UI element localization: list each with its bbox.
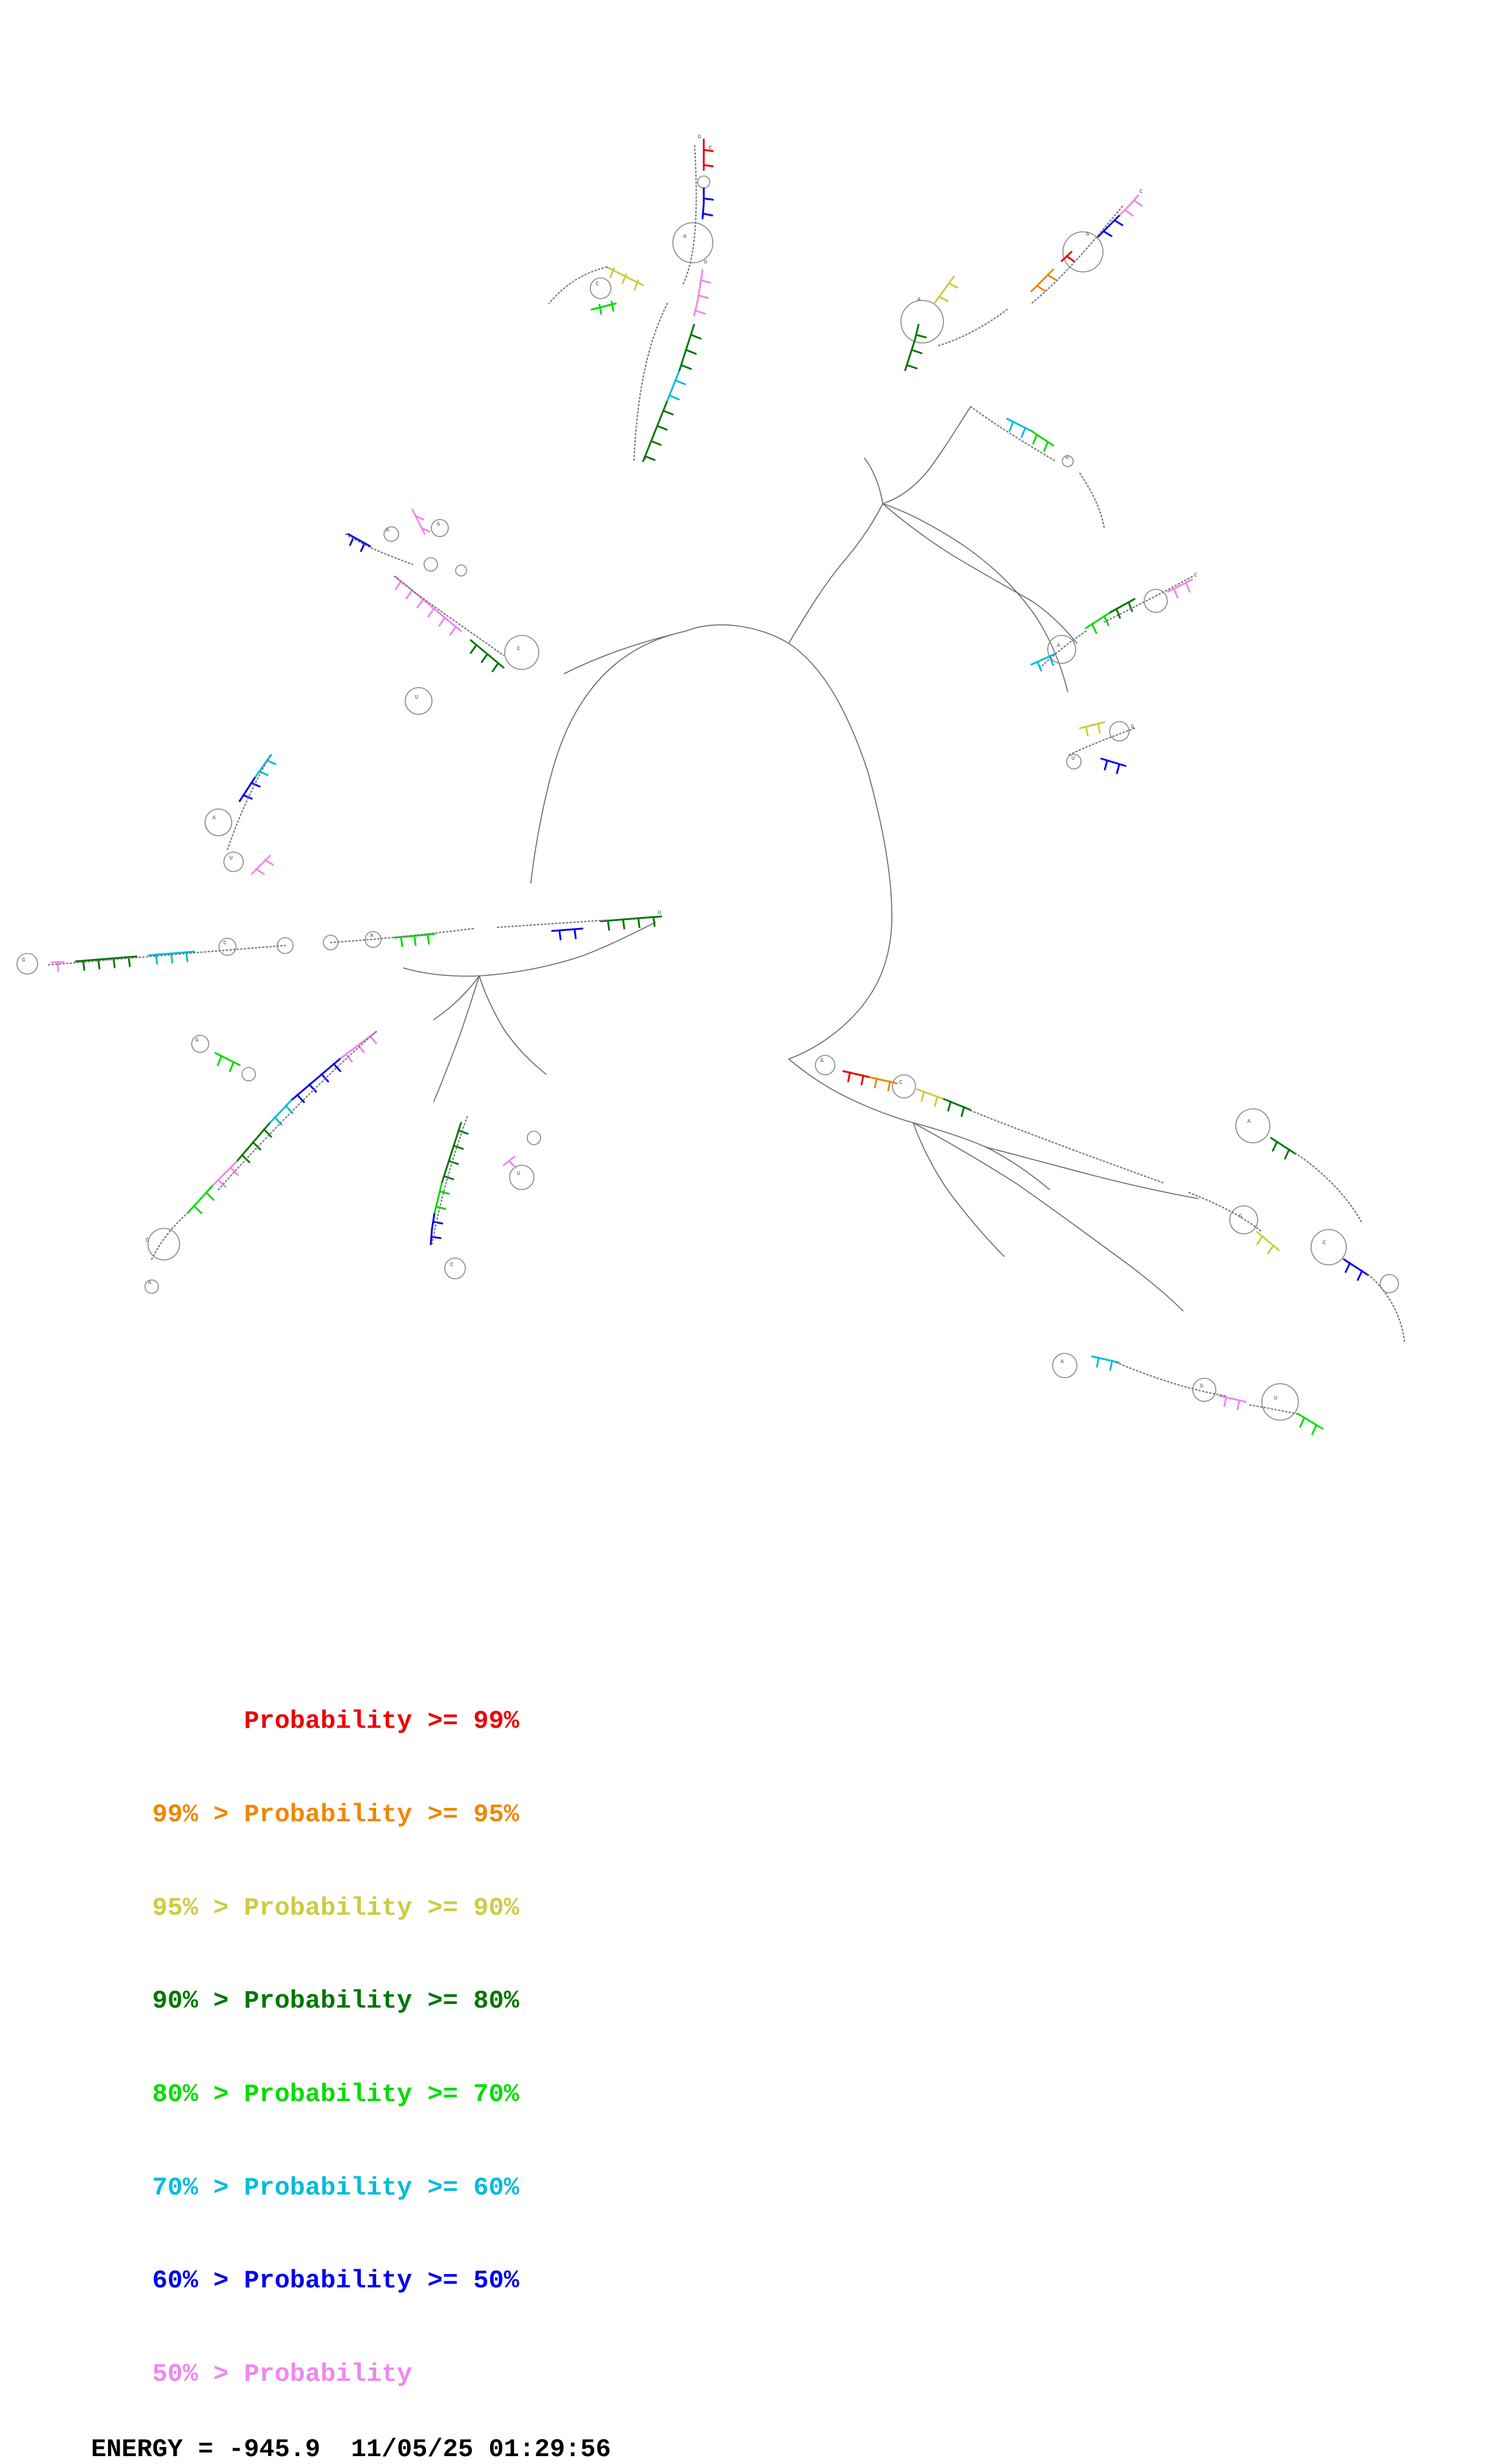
svg-text:U: U (704, 259, 707, 265)
svg-text:C: C (1323, 1240, 1326, 1246)
svg-text:G: G (437, 521, 440, 527)
structure-group (17, 134, 1405, 1434)
svg-text:U: U (1274, 1395, 1278, 1401)
legend-text-7: Probability (244, 2360, 413, 2389)
legend-row-4 (0, 2048, 1504, 2142)
legend-row-6 (0, 2235, 1504, 2328)
legend-text-1: Probability >= 95% (244, 1799, 519, 1829)
multiloop-backbone (403, 407, 1198, 1311)
legend-text-0: Probability >= 99% (244, 1707, 519, 1736)
svg-text:C: C (450, 1262, 454, 1268)
branch-left-upper (348, 510, 539, 714)
legend-text-4: Probability >= 70% (244, 2080, 519, 2110)
legend-text-3: Probability >= 80% (244, 1986, 519, 2016)
svg-text:A: A (370, 933, 374, 939)
svg-text:A: A (386, 527, 389, 533)
branch-right-middle (1031, 572, 1198, 773)
svg-text:U: U (415, 694, 419, 700)
legend-text-2: Probability >= 90% (244, 1893, 519, 1923)
svg-text:C: C (596, 281, 599, 287)
hairpin-loop (673, 223, 713, 263)
svg-text:A: A (212, 815, 216, 821)
branch-lower-right (1053, 1109, 1398, 1434)
legend-row-1 (0, 1768, 1504, 1862)
svg-text:A: A (917, 297, 921, 303)
legend-lead-0 (152, 1706, 244, 1737)
branch-center-lower (815, 1055, 971, 1116)
svg-text:A: A (1247, 1119, 1251, 1125)
legend-row-7 (0, 2328, 1504, 2422)
legend-lead-2: 95% > (152, 1893, 244, 1923)
branch-upper-right (901, 189, 1143, 467)
svg-text:G: G (1239, 1213, 1243, 1219)
nucleotide-chains (49, 146, 1405, 1414)
svg-text:U: U (658, 910, 661, 916)
branch-lower-center (431, 1123, 541, 1279)
legend-row-0 (0, 1675, 1504, 1768)
svg-text:C: C (1194, 572, 1198, 578)
legend-text-6: Probability >= 50% (244, 2266, 519, 2296)
svg-text:C: C (146, 1237, 149, 1244)
svg-text:C: C (709, 145, 712, 151)
svg-text:C: C (517, 646, 521, 652)
svg-text:U: U (517, 1171, 521, 1177)
legend (0, 1675, 1504, 2464)
svg-text:C: C (899, 1080, 903, 1086)
svg-text:U: U (229, 855, 233, 861)
svg-text:G: G (1200, 1383, 1204, 1389)
legend-text-5: Probability >= 60% (244, 2173, 519, 2202)
energy-timestamp-line: ENERGY = -945.9 11/05/25 01:29:56 (91, 2434, 611, 2464)
legend-lead-1: 99% > (152, 1799, 244, 1829)
svg-text:A: A (1061, 1359, 1064, 1365)
legend-lead-7: 50% > (152, 2360, 244, 2389)
svg-text:G: G (820, 1058, 824, 1064)
legend-row-5 (0, 2142, 1504, 2235)
svg-text:G: G (195, 1037, 199, 1043)
svg-text:G: G (643, 456, 647, 462)
svg-text:C: C (223, 940, 227, 946)
svg-text:C: C (1139, 189, 1143, 195)
svg-text:A: A (683, 234, 687, 240)
legend-lead-4: 80% > (152, 2080, 244, 2110)
svg-text:G: G (1086, 231, 1090, 237)
branch-lower-left (145, 1032, 376, 1293)
branch-top-center (590, 134, 713, 462)
legend-row-3 (0, 1955, 1504, 2048)
svg-text:U: U (1065, 455, 1069, 461)
legend-row-2 (0, 1861, 1504, 1955)
svg-text:U: U (1071, 756, 1075, 762)
svg-text:G: G (698, 134, 701, 140)
svg-text:G: G (22, 957, 25, 963)
legend-lead-6: 60% > (152, 2266, 244, 2296)
svg-text:G: G (1131, 724, 1135, 730)
legend-lead-3: 90% > (152, 1986, 244, 2016)
svg-text:A: A (148, 1280, 152, 1286)
legend-lead-5: 70% > (152, 2173, 244, 2202)
svg-text:A: A (1057, 643, 1061, 649)
